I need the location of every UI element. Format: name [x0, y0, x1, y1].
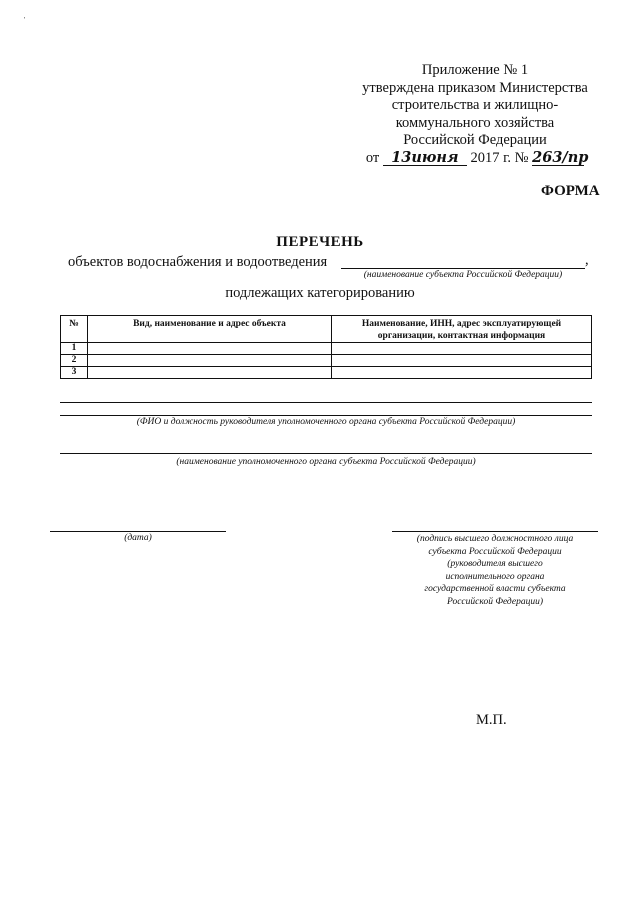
appendix-date-line — [340, 150, 610, 168]
row-object-cell — [88, 343, 332, 355]
handwritten-order-number: 263/пр — [532, 148, 589, 166]
row-organization-cell — [332, 367, 592, 379]
signature-caption — [390, 533, 600, 608]
appendix-line: коммунального хозяйства — [395, 114, 555, 131]
row-organization-cell — [332, 343, 592, 355]
row-number: 1 — [61, 343, 88, 355]
table-row — [61, 367, 592, 379]
signature-blank-line — [392, 531, 598, 532]
subject-comma: , — [585, 252, 589, 268]
date-caption: (дата) — [124, 533, 152, 543]
appendix-line: Приложение № 1 — [421, 62, 529, 78]
signature-caption-line: государственной власти субъекта — [424, 584, 566, 594]
signature-caption-line: (подпись высшего должностного лица — [416, 534, 574, 544]
appendix-header — [340, 62, 610, 167]
table-row — [61, 355, 592, 367]
official-blank-line-1 — [60, 402, 592, 403]
document-title: ПЕРЕЧЕНЬ — [276, 234, 364, 250]
scan-mark: ' — [24, 16, 26, 24]
subject-caption: (наименование субъекта Российской Федерации) — [363, 270, 563, 280]
date-blank-line — [50, 531, 226, 532]
appendix-line: утверждена приказом Министерства — [362, 79, 588, 96]
year-text: 2017 г. № — [470, 149, 529, 166]
row-organization-cell — [332, 355, 592, 367]
subtitle-line1: объектов водоснабжения и водоотведения — [68, 254, 328, 270]
date-prefix: от — [365, 149, 380, 166]
official-blank-line-2 — [60, 415, 592, 416]
stamp-place: М.П. — [476, 712, 507, 728]
authorized-body-caption: (наименование уполномоченного органа субъекта Российской Федерации) — [176, 457, 476, 467]
handwritten-date: 13июня — [383, 150, 467, 166]
header-object: Вид, наименование и адрес объекта — [88, 316, 332, 343]
subtitle-line2: подлежащих категорированию — [225, 285, 415, 301]
signature-caption-line: субъекта Российской Федерации — [428, 546, 562, 557]
objects-table — [60, 315, 592, 379]
row-object-cell — [88, 367, 332, 379]
header-number: № — [61, 316, 88, 343]
appendix-line: строительства и жилищно- — [391, 97, 559, 113]
row-number: 2 — [61, 355, 88, 367]
signature-caption-line: исполнительного органа — [445, 571, 545, 582]
appendix-line: Российской Федерации — [403, 132, 547, 148]
subject-blank-line — [341, 268, 585, 269]
row-object-cell — [88, 355, 332, 367]
signature-caption-line: (руководителя высшего — [447, 559, 543, 569]
row-number: 3 — [61, 367, 88, 379]
table-row — [61, 343, 592, 355]
header-organization: Наименование, ИНН, адрес эксплуатирующей организации, контактная информация — [332, 316, 592, 343]
authorized-body-blank-line — [60, 453, 592, 454]
form-label: ФОРМА — [541, 183, 600, 199]
table-header-row — [61, 316, 592, 343]
signature-caption-line: Российской Федерации) — [447, 596, 543, 607]
head-official-caption: (ФИО и должность руководителя уполномоченного органа субъекта Российской Федерации) — [136, 417, 516, 427]
